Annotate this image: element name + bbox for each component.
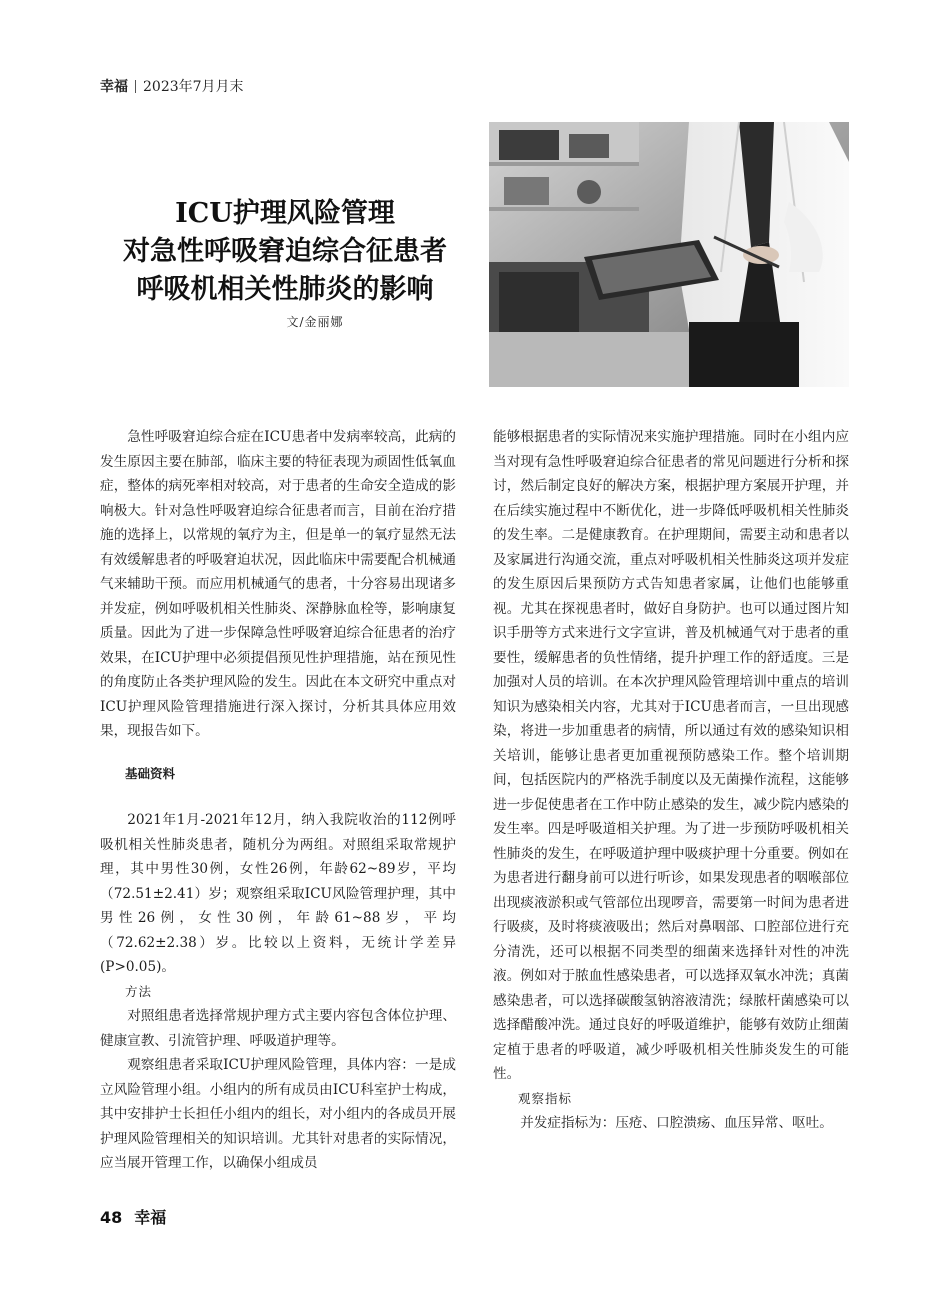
basic-data-paragraph: 2021年1月-2021年12月，纳入我院收治的112例呼吸机相关性肺炎患者，随机分为两组。对照组采取常规护理，其中男性30例，女性26例，年龄62~89岁，平均（72.51±2.41）岁；观察组采取ICU风险管理护理，其中男性26例，女性30例，年龄61~88岁，平均（72.62±2.38）岁。比较以上资料，无统计学差异(P>0.05)。 [100, 812, 456, 975]
article-author: 文/金丽娜 [286, 315, 344, 329]
article-title-line-2: 对急性呼吸窘迫综合征患者 [123, 236, 447, 267]
article-title-line-3: 呼吸机相关性肺炎的影响 [136, 274, 434, 305]
intro-paragraph: 急性呼吸窘迫综合症在ICU患者中发病率较高，此病的发生原因主要在肺部，临床主要的特征表现为顽固性低氧血症，整体的病死率相对较高，对于患者的生命安全造成的影响极大。针对急性呼吸窘迫综合征患者而言，目前在治疗措施的选择上，以常规的氧疗为主，但是单一的氧疗显然无法有效缓解患者的呼吸窘迫状况，因此临床中需要配合机械通气来辅助干预。而应用机械通气的患者，十分容易出现诸多并发症，例如呼吸机相关性肺炎、深静脉血栓等，影响康复质量。因此为了进一步保障急性呼吸窘迫综合征患者的治疗效果，在ICU护理中必须提倡预见性护理措施，站在预见性的角度防止各类护理风险的发生。因此在本文研究中重点对ICU护理风险管理措施进行深入探讨，分析其具体应用效果，现报告如下。 [100, 429, 456, 739]
running-header [100, 76, 244, 96]
doctor-with-tablet-photo [489, 122, 849, 387]
observation-index-paragraph: 并发症指标为：压疮、口腔溃疡、血压异常、呕吐。 [520, 1115, 833, 1131]
header-issue-date: 2023年7月月末 [143, 79, 244, 95]
page-footer [100, 1205, 166, 1228]
article-title-line-1: ICU护理风险管理 [175, 198, 395, 229]
article-title-block [100, 195, 470, 330]
section-heading-basic-data: 基础资料 [125, 765, 176, 781]
header-divider [135, 80, 136, 93]
footer-magazine-name: 幸福 [134, 1208, 167, 1227]
method-control-paragraph: 对照组患者选择常规护理方式主要内容包含体位护理、健康宣教、引流管护理、呼吸道护理等。 [100, 1008, 456, 1049]
header-magazine-name: 幸福 [100, 79, 128, 95]
left-text-column [100, 425, 456, 1176]
observation-index-heading: 观察指标 [518, 1090, 573, 1106]
right-text-column [493, 425, 849, 1136]
method-heading: 方法 [125, 983, 153, 999]
page-number: 48 [100, 1208, 123, 1227]
continued-paragraph: 能够根据患者的实际情况来实施护理措施。同时在小组内应当对现有急性呼吸窘迫综合征患者的常见问题进行分析和探讨，然后制定良好的解决方案，根据护理方案展开护理，并在后续实施过程中不断优化，进一步降低呼吸机相关性肺炎的发生率。二是健康教育。在护理期间，需要主动和患者以及家属进行沟通交流，重点对呼吸机相关性肺炎这项并发症的发生原因后果预防方式告知患者家属，让他们也能够重视。尤其在探视患者时，做好自身防护。也可以通过图片知识手册等方式来进行文字宣讲，普及机械通气对于患者的重要性，缓解患者的负性情绪，提升护理工作的舒适度。三是加强对人员的培训。在本次护理风险管理培训中重点的培训知识为感染相关内容，尤其对于ICU患者而言，一旦出现感染，将进一步加重患者的病情，所以通过有效的感染知识相关培训，能够让患者更加重视预防感染工作。整个培训期间，包括医院内的严格洗手制度以及无菌操作流程，这能够进一步促使患者在工作中防止感染的发生，减少院内感染的发生率。四是呼吸道相关护理。为了进一步预防呼吸机相关性肺炎的发生，在呼吸道护理中吸痰护理十分重要。例如在为患者进行翻身前可以进行听诊，如果发现患者的咽喉部位出现痰液淤积或气管部位出现啰音，需要第一时间为患者进行吸痰，及时将痰液吸出；然后对鼻咽部、口腔部位进行充分清洗，还可以根据不同类型的细菌来选择针对性的冲洗液。例如对于脓血性感染患者，可以选择双氧水冲洗；真菌感染患者，可以选择碳酸氢钠溶液清洗；绿脓杆菌感染可以选择醋酸冲洗。通过良好的呼吸道维护，能够有效防止细菌定植于患者的呼吸道，减少呼吸机相关性肺炎发生的可能性。 [493, 429, 849, 1082]
method-observe-paragraph: 观察组患者采取ICU护理风险管理，具体内容：一是成立风险管理小组。小组内的所有成员由ICU科室护士构成，其中安排护士长担任小组内的组长，对小组内的各成员开展护理风险管理相关的知识培训。尤其针对患者的实际情况，应当展开管理工作，以确保小组成员 [100, 1057, 456, 1171]
